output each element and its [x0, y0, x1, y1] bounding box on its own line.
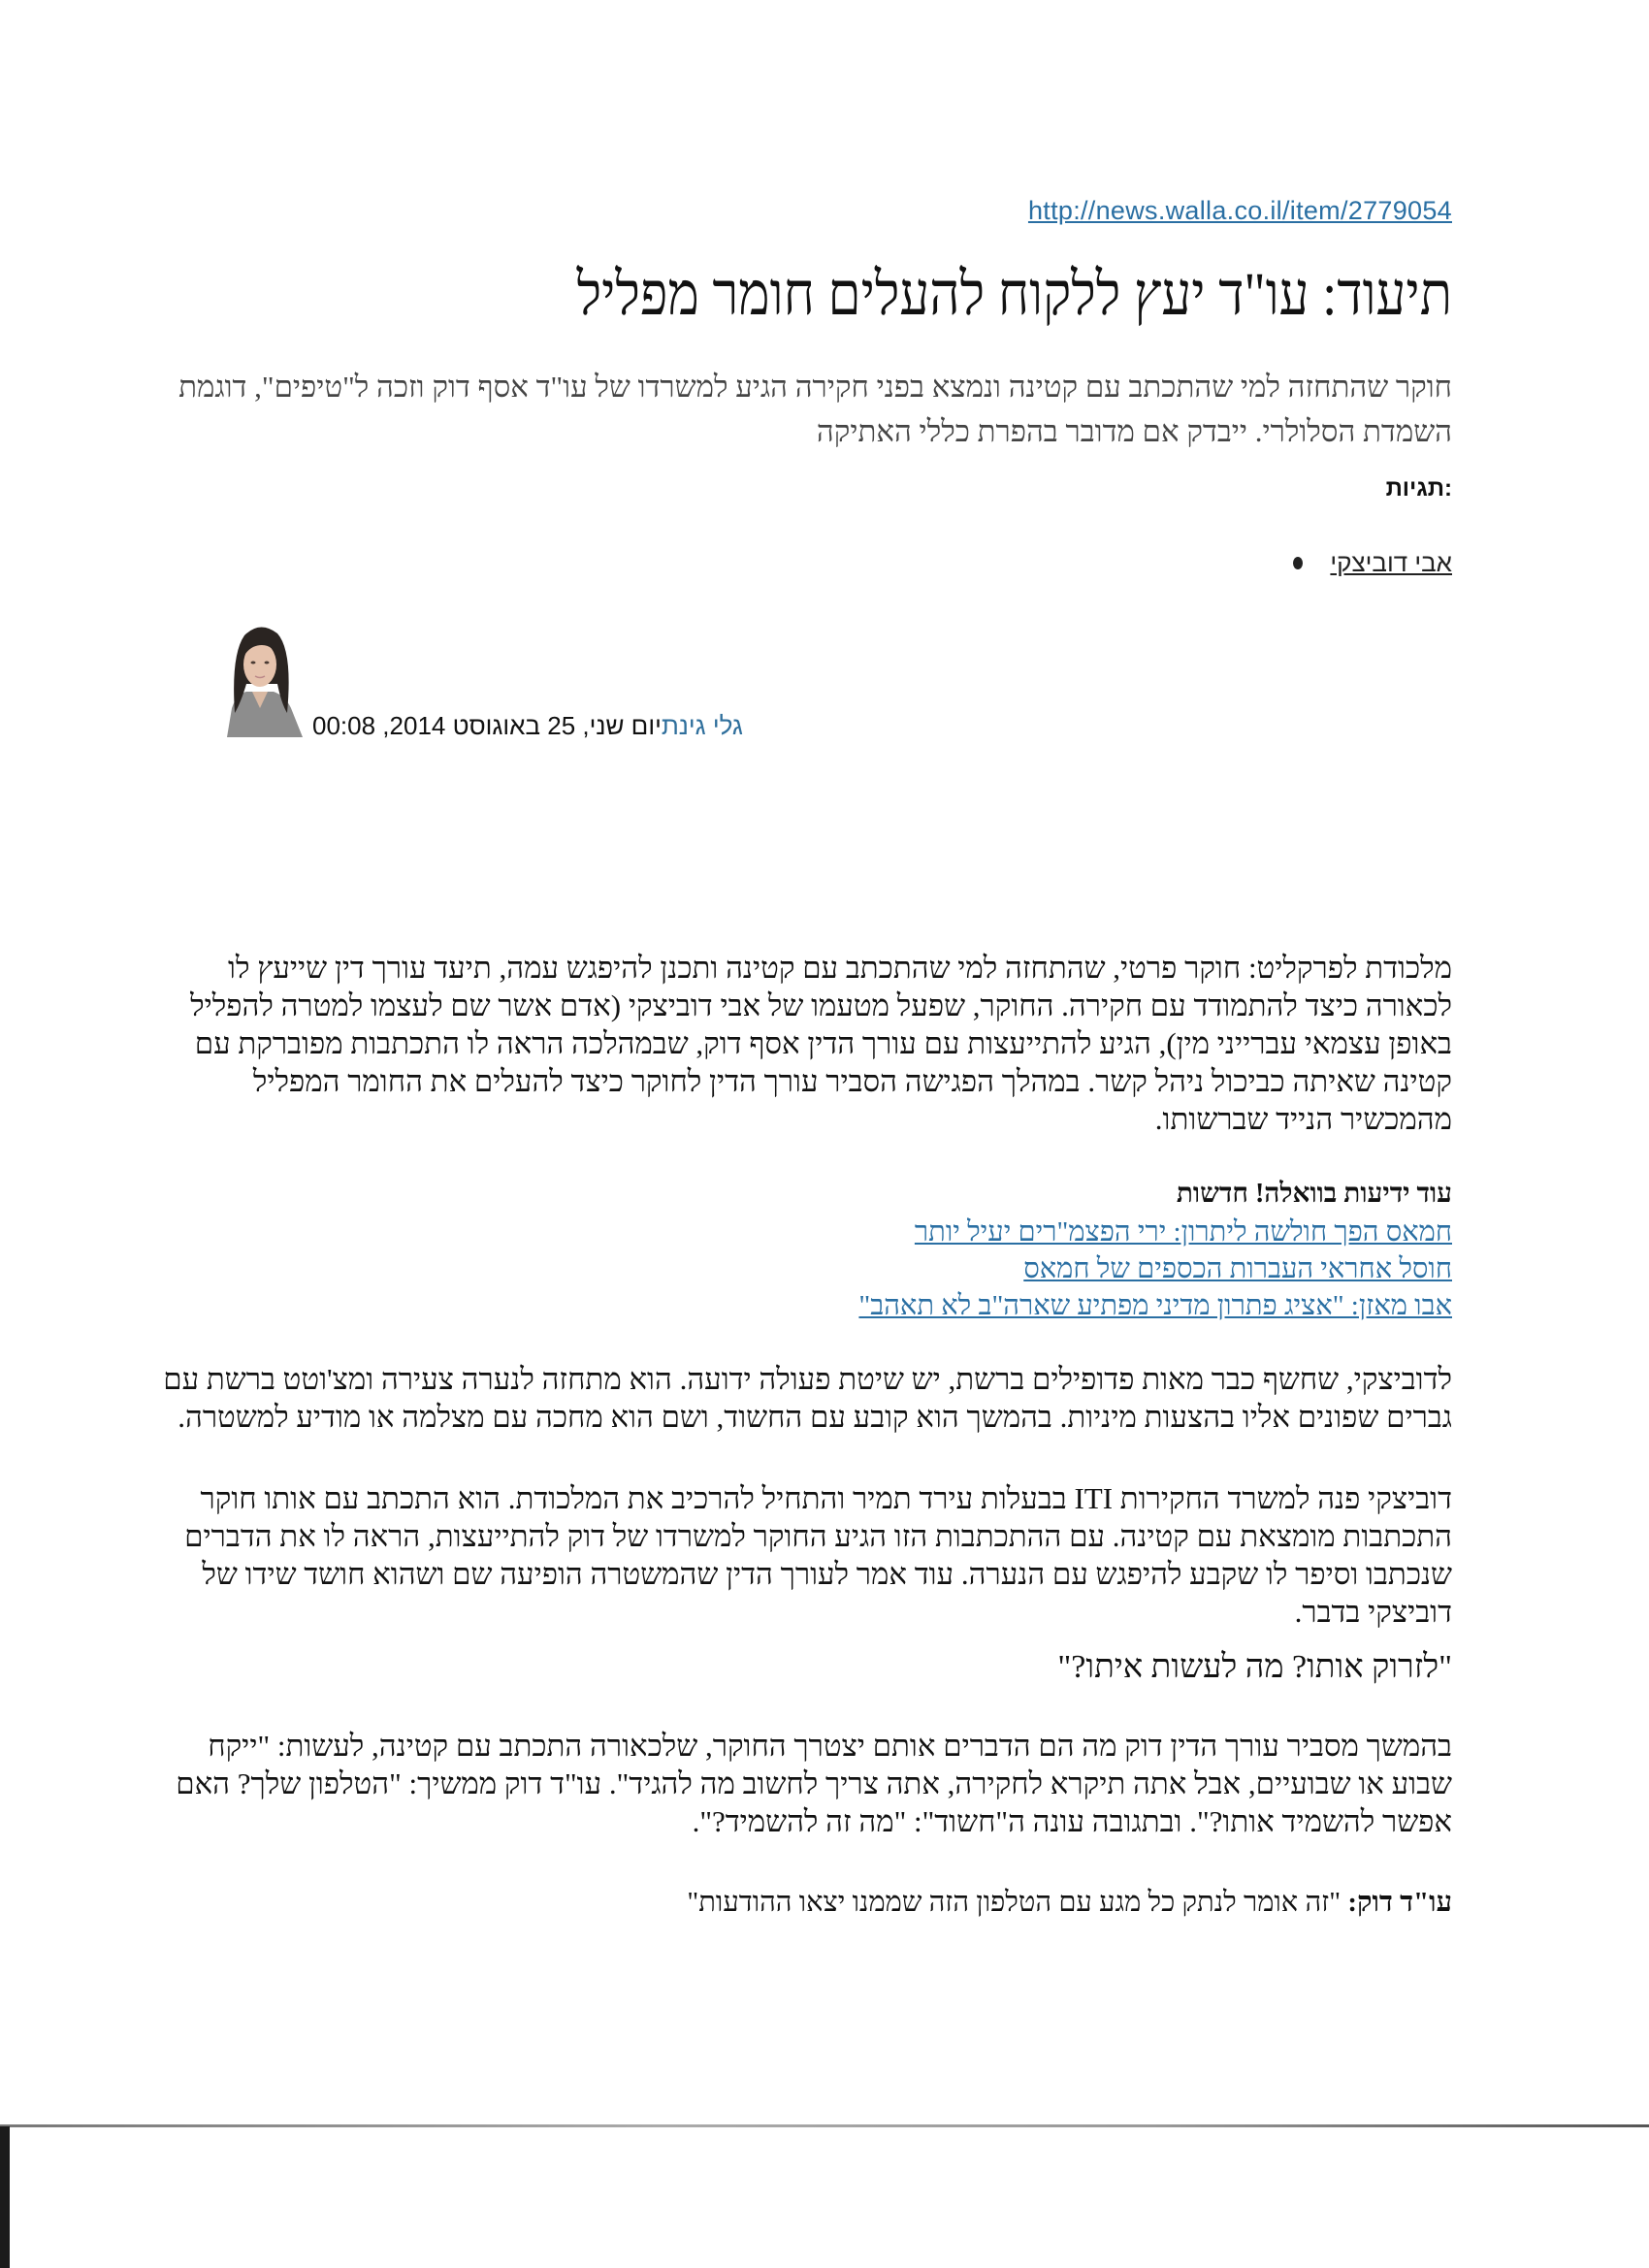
article-paragraph-2: לדוביצקי, שחשף כבר מאות פדופילים ברשת, יש שיטת פעולה ידועה. הוא מתחזה לנערה צעירה ומצ'וטט ברשת עם גברים שפונים אליו בהצעות מיניות. בהמשך הוא קובע עם החשוד, ושם הוא מחכה עם מצלמה או מודיע למשטרה. — [163, 1362, 1452, 1434]
pull-quote — [687, 1887, 1452, 1919]
byline — [312, 711, 743, 741]
related-link-3[interactable]: אבו מאזן: "אציג פתרון מדיני מפתיע שארה"ב לא תאהב" — [858, 1290, 1452, 1321]
tag-link[interactable]: אבי דוביצקי — [1330, 548, 1452, 577]
article-paragraph-1: מלכודת לפרקליט: חוקר פרטי, שהתחזה למי שהתכתב עם קטינה ותכנן להיפגש עמה, תיעד עורך דין שייעץ לו לכאורה כיצד להתמודד עם חקירה. החוקר, שפעל מטעמו של אבי דוביצקי (אדם אשר שם לעצמו למטרה להפליל באופן עצמאי עברייני מין), הגיע להתייעצות עם עורך הדין אסף דוק, שבמהלכה הראה לו התכתבות מפוברקת עם קטינה שאיתה כביכול ניהל קשר. במהלך הפגישה הסביר עורך הדין לחוקר כיצד להעלים את החומר המפליל מהמכשיר הנייד שברשותו. — [190, 951, 1452, 1136]
related-news-title: עוד ידיעות בוואלה! חדשות — [1176, 1179, 1452, 1209]
article-paragraph-4: בהמשך מסביר עורך הדין דוק מה הם הדברים אותם יצטרך החוקר, שלכאורה התכתב עם קטינה, לעשות: "ייקח שבוע או שבועיים, אבל אתה תיקרא לחקירה, אתה צריך לחשוב מה להגיד". עו"ד דוק ממשיך: "הטלפון שלך? האם אפשר להשמיד אותו?". ובתגובה עונה ה"חשוד": "מה זה להשמיד?". — [176, 1729, 1452, 1838]
related-news-box — [773, 1179, 1452, 1324]
publish-date: יום שני, 25 באוגוסט 2014, 00:08 — [312, 711, 662, 740]
tags-list — [1293, 548, 1452, 578]
author-link[interactable]: גלי גינת — [661, 711, 743, 740]
tags-label: :תגיות — [1385, 475, 1452, 502]
bullet-icon — [1293, 557, 1303, 569]
related-link-1[interactable]: חמאס הפך חולשה ליתרון: ירי הפצמ"רים יעיל יותר — [914, 1216, 1452, 1247]
section-heading: "לזרוק אותו? מה לעשות איתו?" — [1057, 1649, 1452, 1685]
related-link-2[interactable]: חוסל אחראי העברות הכספים של חמאס — [1023, 1253, 1452, 1284]
scan-fold-line — [0, 2124, 1649, 2127]
tag-item — [1293, 548, 1452, 578]
scan-edge-shadow — [0, 2126, 10, 2268]
quote-text: "זה אומר לנתק כל מגע עם הטלפון הזה שממנו יצאו ההודעות" — [687, 1887, 1342, 1918]
source-url-link[interactable]: http://news.walla.co.il/item/2779054 — [1027, 196, 1452, 225]
author-avatar — [208, 616, 312, 737]
article-paragraph-3: דוביצקי פנה למשרד החקירות ITI בבעלות עירד תמיר והתחיל להרכיב את המלכודת. הוא התכתב עם אותו חוקר התכתבות מומצאת עם קטינה. עם ההתכתבות הזו הגיע החוקר למשרדו של דוק להתייעצות, הראה לו את הדברים שנכתבו וסיפר לו שקבע להיפגש עם הנערה. עוד אמר לעורך הדין שהמשטרה הופיעה שם ושהוא חושד שידו של דוביצקי בדבר. — [184, 1481, 1452, 1629]
author-photo-icon — [208, 616, 312, 737]
article-headline: תיעוד: עו"ד יעץ ללקוח להעלים חומר מפליל — [576, 262, 1452, 328]
article-subtitle: חוקר שהתחזה למי שהתכתב עם קטינה ונמצא בפני חקירה הגיע למשרדו של עו"ד אסף דוק וזכה ל"טיפים", דוגמת השמדת הסלולרי. ייבדק אם מדובר בהפרת כללי האתיקה — [178, 370, 1452, 448]
quote-speaker: עו"ד דוק: — [1347, 1887, 1452, 1918]
